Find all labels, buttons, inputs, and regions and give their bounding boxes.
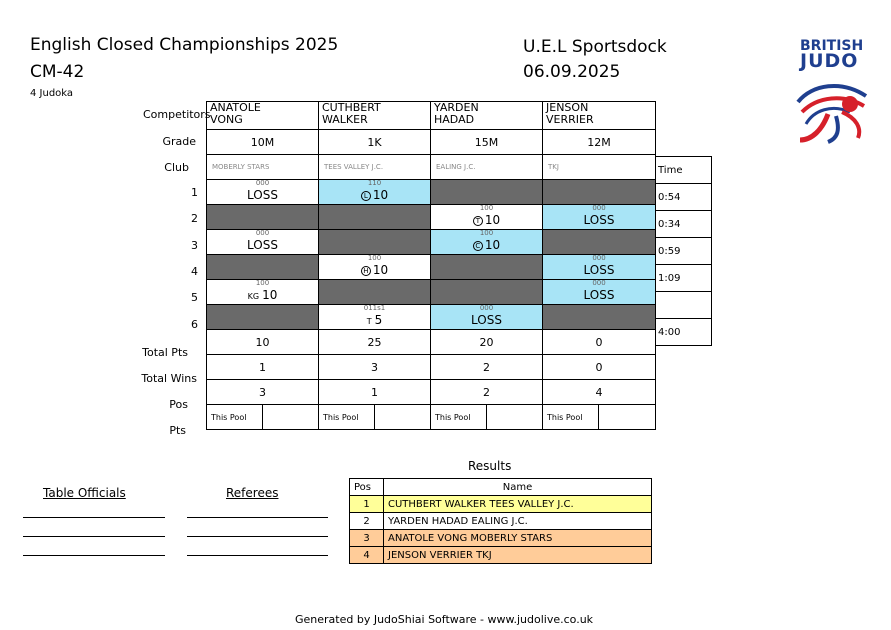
result-name: CUTHBERT WALKER TEES VALLEY J.C.	[384, 496, 652, 513]
position: 4	[543, 380, 656, 405]
win-type-icon: T	[473, 216, 483, 226]
results-col-pos: Pos	[350, 479, 384, 496]
logo-text-british: BRITISH	[800, 38, 864, 54]
this-pool-label: This Pool	[211, 412, 247, 422]
total-wins: 3	[319, 355, 431, 380]
results-row	[350, 547, 652, 564]
match-result	[319, 188, 430, 202]
signature-line	[23, 555, 165, 556]
total-wins: 1	[207, 355, 319, 380]
result-value: LOSS	[471, 313, 502, 327]
match-cell	[543, 230, 656, 255]
result-value: LOSS	[583, 263, 615, 277]
win-type-label: T	[366, 317, 372, 326]
competitor-name: YARDEN HADAD	[431, 102, 543, 130]
competitor-club: MOBERLY STARS	[207, 155, 319, 180]
match-number: 6	[191, 317, 198, 331]
this-pool-label: This Pool	[323, 412, 359, 422]
competitor-name: ANATOLE VONG	[207, 102, 319, 130]
pool-sheet-table	[206, 101, 656, 430]
time-header-row	[656, 157, 712, 184]
match-cell	[543, 305, 656, 330]
venue-label: U.E.L Sportsdock	[523, 37, 667, 57]
result-value: 10	[372, 263, 389, 277]
match-result	[431, 213, 542, 227]
competitor-club: EALING J.C.	[431, 155, 543, 180]
match-cell	[319, 205, 431, 230]
match-result	[207, 188, 318, 202]
british-judo-logo	[792, 38, 872, 148]
result-pos: 1	[350, 496, 384, 513]
match-cell	[431, 280, 543, 305]
pos-row	[207, 380, 656, 405]
total-pts: 20	[431, 330, 543, 355]
score-detail: 100	[255, 279, 270, 287]
result-name: YARDEN HADAD EALING J.C.	[384, 513, 652, 530]
match-number: 1	[191, 186, 198, 199]
result-value: 5	[374, 313, 383, 327]
match-cell	[319, 180, 431, 205]
signature-line	[187, 536, 328, 537]
score-detail: 000	[255, 229, 270, 237]
match-number: 5	[191, 291, 198, 305]
competitor-grade: 1K	[319, 130, 431, 155]
match-cell	[431, 305, 543, 330]
time-row	[656, 238, 712, 265]
match-cell	[543, 205, 656, 230]
total-pts: 10	[207, 330, 319, 355]
match-time	[656, 292, 712, 319]
results-row	[350, 513, 652, 530]
score-detail: 011s1	[363, 304, 386, 312]
match-cell	[431, 205, 543, 230]
pool-divider	[374, 405, 375, 429]
signature-line	[23, 536, 165, 537]
match-cell	[207, 230, 319, 255]
score-detail: 100	[367, 254, 382, 262]
match-cell	[207, 280, 319, 305]
match-cell	[207, 180, 319, 205]
competitor-club: TKJ	[543, 155, 656, 180]
competitor-club: TEES VALLEY J.C.	[319, 155, 431, 180]
match-row	[207, 305, 656, 330]
score-detail: 000	[592, 204, 606, 212]
match-result	[543, 263, 655, 277]
result-name: JENSON VERRIER TKJ	[384, 547, 652, 564]
results-title: Results	[468, 459, 512, 473]
referees-heading: Referees	[226, 486, 279, 500]
match-row	[207, 230, 656, 255]
match-cell	[543, 180, 656, 205]
match-result	[543, 213, 655, 227]
match-result	[319, 263, 430, 277]
match-cell	[431, 255, 543, 280]
judoka-count: 4 Judoka	[30, 88, 74, 99]
match-result	[543, 288, 655, 302]
match-cell	[207, 305, 319, 330]
score-detail: 000	[479, 304, 494, 312]
pool-pts-cell	[543, 405, 656, 430]
match-cell	[431, 230, 543, 255]
time-table	[655, 156, 712, 346]
match-cell	[207, 205, 319, 230]
position: 2	[431, 380, 543, 405]
pool-pts-cell	[431, 405, 543, 430]
total-pts-row	[207, 330, 656, 355]
time-heading: Time	[656, 157, 712, 184]
result-pos: 4	[350, 547, 384, 564]
table-officials-heading: Table Officials	[43, 486, 126, 500]
competitor-name: CUTHBERT WALKER	[319, 102, 431, 130]
match-time: 1:09	[656, 265, 712, 292]
match-cell	[319, 230, 431, 255]
results-table	[349, 478, 652, 564]
event-title: English Closed Championships 2025	[30, 35, 339, 55]
match-cell	[431, 180, 543, 205]
judo-figure-icon	[792, 74, 872, 154]
match-result	[431, 313, 542, 327]
total-wins: 2	[431, 355, 543, 380]
result-value: 10	[262, 288, 278, 302]
win-type-icon: C	[473, 241, 483, 251]
match-result	[431, 238, 542, 252]
score-detail: 000	[592, 279, 606, 287]
match-time: 0:54	[656, 184, 712, 211]
match-row	[207, 205, 656, 230]
match-row	[207, 180, 656, 205]
match-number: 3	[191, 238, 198, 252]
pool-divider	[598, 405, 599, 429]
category-label: CM-42	[30, 62, 85, 82]
signature-line	[187, 517, 328, 518]
match-cell	[543, 280, 656, 305]
match-cell	[319, 280, 431, 305]
total-wins: 0	[543, 355, 656, 380]
event-date: 06.09.2025	[523, 62, 621, 82]
label-grade: Grade	[162, 135, 196, 148]
score-detail: 100	[479, 229, 494, 237]
competitor-grade: 15M	[431, 130, 543, 155]
pool-pts-cell	[319, 405, 431, 430]
label-pos: Pos	[169, 398, 188, 411]
match-result	[207, 238, 318, 252]
signature-line	[23, 517, 165, 518]
match-cell	[543, 255, 656, 280]
match-row	[207, 280, 656, 305]
label-total-wins: Total Wins	[141, 372, 197, 385]
grade-row	[207, 130, 656, 155]
label-total-pts: Total Pts	[142, 346, 188, 359]
score-detail: 000	[592, 254, 606, 262]
result-value: LOSS	[247, 238, 278, 252]
result-pos: 2	[350, 513, 384, 530]
position: 3	[207, 380, 319, 405]
result-value: 10	[484, 213, 501, 227]
result-value: LOSS	[583, 213, 615, 227]
match-time: 0:59	[656, 238, 712, 265]
signature-line	[187, 555, 328, 556]
score-detail: 100	[479, 204, 494, 212]
win-type-icon: H	[361, 266, 371, 276]
score-detail: 000	[255, 179, 270, 187]
match-time: 4:00	[656, 319, 712, 346]
time-row	[656, 292, 712, 319]
result-value: LOSS	[583, 288, 615, 302]
match-result	[207, 288, 318, 302]
results-row	[350, 496, 652, 513]
result-value: 10	[484, 238, 501, 252]
logo-text-judo: JUDO	[800, 50, 859, 72]
results-header-row	[350, 479, 652, 496]
club-row	[207, 155, 656, 180]
results-col-name: Name	[384, 479, 652, 496]
pool-pts-row	[207, 405, 656, 430]
label-club: Club	[164, 161, 189, 174]
label-competitors: Competitors	[143, 108, 211, 121]
results-row	[350, 530, 652, 547]
score-detail: 110	[367, 179, 382, 187]
result-name: ANATOLE VONG MOBERLY STARS	[384, 530, 652, 547]
this-pool-label: This Pool	[547, 412, 583, 422]
match-cell	[319, 305, 431, 330]
match-cell	[207, 255, 319, 280]
pool-divider	[262, 405, 263, 429]
total-pts: 0	[543, 330, 656, 355]
competitor-name-row	[207, 102, 656, 130]
label-pts: Pts	[169, 424, 186, 437]
win-type-icon: L	[361, 191, 371, 201]
total-pts: 25	[319, 330, 431, 355]
win-type-label: KG	[247, 292, 260, 301]
match-cell	[319, 255, 431, 280]
competitor-name: JENSON VERRIER	[543, 102, 656, 130]
this-pool-label: This Pool	[435, 412, 471, 422]
time-row	[656, 184, 712, 211]
match-number: 4	[191, 264, 198, 278]
match-time: 0:34	[656, 211, 712, 238]
result-value: LOSS	[247, 188, 278, 202]
competitor-grade: 12M	[543, 130, 656, 155]
result-pos: 3	[350, 530, 384, 547]
pool-divider	[486, 405, 487, 429]
match-result	[319, 313, 430, 327]
pool-pts-cell	[207, 405, 319, 430]
time-row	[656, 211, 712, 238]
position: 1	[319, 380, 431, 405]
result-value: 10	[372, 188, 389, 202]
match-row	[207, 255, 656, 280]
time-row	[656, 319, 712, 346]
match-number: 2	[191, 212, 198, 226]
competitor-grade: 10M	[207, 130, 319, 155]
footer-credit: Generated by JudoShiai Software - www.judolive.co.uk	[295, 613, 594, 626]
total-wins-row	[207, 355, 656, 380]
time-row	[656, 265, 712, 292]
